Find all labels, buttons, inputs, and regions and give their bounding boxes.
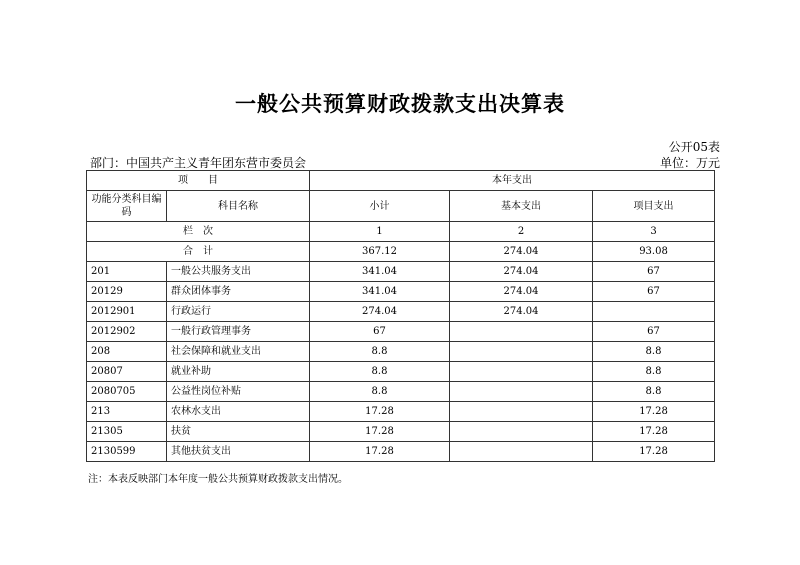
total-subtotal: 367.12: [310, 242, 450, 262]
header-row-1: [87, 171, 715, 191]
table-row: [87, 402, 715, 422]
row-subtotal: 341.04: [310, 262, 450, 282]
table-row: [87, 322, 715, 342]
row-project: 17.28: [593, 422, 715, 442]
row-subtotal: 341.04: [310, 282, 450, 302]
row-basic: 274.04: [450, 282, 593, 302]
column-number-row: [87, 222, 715, 242]
row-subtotal: 17.28: [310, 422, 450, 442]
row-subject-name: 群众团体事务: [167, 282, 310, 302]
row-code: 21305: [87, 422, 167, 442]
row-subject-name: 就业补助: [167, 362, 310, 382]
table-row: [87, 362, 715, 382]
table-row: [87, 302, 715, 322]
row-project: 67: [593, 322, 715, 342]
row-subtotal: 274.04: [310, 302, 450, 322]
header-row-2: [87, 191, 715, 222]
header-subject-name: 科目名称: [167, 191, 310, 222]
row-code: 201: [87, 262, 167, 282]
header-item: 项 目: [87, 171, 310, 191]
row-code: 2012901: [87, 302, 167, 322]
header-project: 项目支出: [593, 191, 715, 222]
row-project: 17.28: [593, 402, 715, 422]
row-code: 2012902: [87, 322, 167, 342]
row-code: 2080705: [87, 382, 167, 402]
row-subtotal: 8.8: [310, 342, 450, 362]
table-row: [87, 282, 715, 302]
column-number-label: 栏 次: [87, 222, 310, 242]
row-project: 8.8: [593, 382, 715, 402]
unit-label: 单位：万元: [659, 156, 720, 170]
column-number-1: 1: [310, 222, 450, 242]
row-subtotal: 8.8: [310, 362, 450, 382]
form-code: 公开05表: [668, 140, 720, 154]
header-func-code: 功能分类科目编码: [87, 191, 167, 222]
row-project: 8.8: [593, 362, 715, 382]
row-basic: 274.04: [450, 302, 593, 322]
row-subject-name: 扶贫: [167, 422, 310, 442]
row-subtotal: 8.8: [310, 382, 450, 402]
total-label: 合 计: [87, 242, 310, 262]
footnote: 注：本表反映部门本年度一般公共预算财政拨款支出情况。: [88, 474, 348, 485]
row-basic: [450, 442, 593, 462]
header-subtotal: 小计: [310, 191, 450, 222]
table-row: [87, 342, 715, 362]
total-row: [87, 242, 715, 262]
row-project: 67: [593, 262, 715, 282]
row-subject-name: 农林水支出: [167, 402, 310, 422]
row-code: 2130599: [87, 442, 167, 462]
row-basic: [450, 422, 593, 442]
row-code: 20807: [87, 362, 167, 382]
table-row: [87, 422, 715, 442]
row-project: [593, 302, 715, 322]
row-subject-name: 社会保障和就业支出: [167, 342, 310, 362]
table-row: [87, 382, 715, 402]
row-basic: 274.04: [450, 262, 593, 282]
document-title: 一般公共预算财政拨款支出决算表: [235, 91, 565, 116]
column-number-2: 2: [450, 222, 593, 242]
row-subject-name: 公益性岗位补贴: [167, 382, 310, 402]
table-row: [87, 442, 715, 462]
table-row: [87, 262, 715, 282]
row-project: 8.8: [593, 342, 715, 362]
row-subtotal: 67: [310, 322, 450, 342]
row-basic: [450, 362, 593, 382]
header-current-year: 本年支出: [310, 171, 715, 191]
row-subject-name: 一般公共服务支出: [167, 262, 310, 282]
row-basic: [450, 402, 593, 422]
row-basic: [450, 382, 593, 402]
row-code: 213: [87, 402, 167, 422]
expenditure-table: [86, 170, 715, 462]
row-subtotal: 17.28: [310, 402, 450, 422]
department-label: 部门：中国共产主义青年团东营市委员会: [90, 156, 307, 170]
column-number-3: 3: [593, 222, 715, 242]
row-subject-name: 一般行政管理事务: [167, 322, 310, 342]
row-code: 208: [87, 342, 167, 362]
row-subtotal: 17.28: [310, 442, 450, 462]
total-basic: 274.04: [450, 242, 593, 262]
header-basic: 基本支出: [450, 191, 593, 222]
row-subject-name: 其他扶贫支出: [167, 442, 310, 462]
row-basic: [450, 342, 593, 362]
row-code: 20129: [87, 282, 167, 302]
row-basic: [450, 322, 593, 342]
total-project: 93.08: [593, 242, 715, 262]
row-subject-name: 行政运行: [167, 302, 310, 322]
row-project: 67: [593, 282, 715, 302]
row-project: 17.28: [593, 442, 715, 462]
